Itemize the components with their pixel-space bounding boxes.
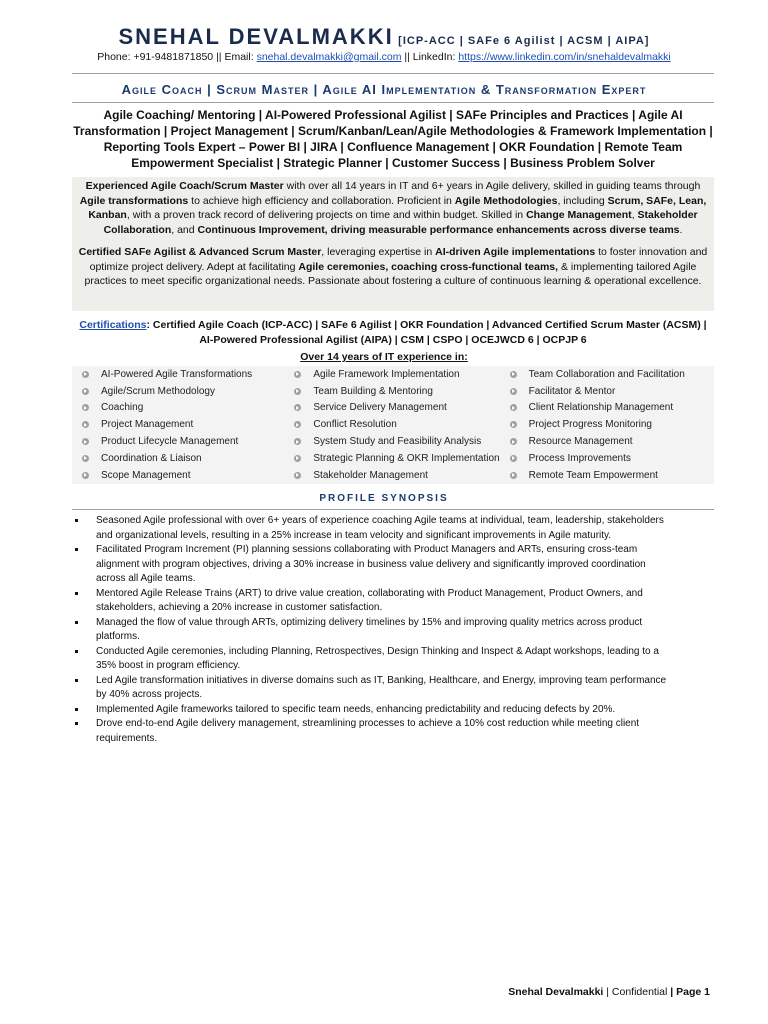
summary-text-segment: Scrum, SAFe, Lean, Kanban: [88, 194, 707, 221]
key-skills: Agile Coaching/ Mentoring | AI-Powered Professional Agilist | SAFe Principles and Practices | Agile AI Transformation | Project Management | Scrum/Kanban/Lean/Agile Methodologies & Framework Implementation | Reporting Tools Expert – Power BI | JIRA | Confluence Management | OKR Foundation | Remote Team Empowerment Specialist | Strategic Planner | Customer Success | Business Problem Solver: [73, 108, 713, 170]
competency-label: Team Collaboration and Facilitation: [528, 368, 685, 380]
summary-paragraph-1: [78, 179, 708, 237]
play-bullet-icon: [510, 371, 517, 378]
competency-label: Service Delivery Management: [313, 402, 447, 414]
header-divider: [72, 73, 714, 74]
play-bullet-icon: [82, 472, 89, 479]
competencies-grid: [72, 366, 714, 484]
competency-item: [510, 433, 714, 450]
play-bullet-icon: [510, 388, 517, 395]
summary-text-segment: Agile Methodologies: [454, 194, 558, 207]
competency-label: Strategic Planning & OKR Implementation: [313, 452, 500, 464]
play-bullet-icon: [82, 438, 89, 445]
competency-label: AI-Powered Agile Transformations: [101, 368, 253, 380]
play-bullet-icon: [82, 404, 89, 411]
synopsis-bullet: Drove end-to-end Agile delivery management, streamlining processes to achieve a 10% cost reduction while meeting client requirements.: [72, 717, 672, 746]
professional-headline: Agile Coach | Scrum Master | Agile AI Implementation & Transformation Expert: [121, 82, 647, 97]
competency-item: [294, 450, 499, 467]
play-bullet-icon: [82, 371, 89, 378]
play-bullet-icon: [82, 455, 89, 462]
page-footer: [508, 986, 710, 998]
synopsis-bullet: Managed the flow of value through ARTs, optimizing delivery timelines by 15% and improving quality metrics across product platforms.: [72, 616, 672, 645]
footer-confidential: Confidential: [611, 986, 668, 998]
competency-label: Coordination & Liaison: [101, 452, 202, 464]
play-bullet-icon: [510, 455, 517, 462]
competency-label: Conflict Resolution: [313, 419, 397, 431]
competency-column: [286, 366, 499, 484]
summary-text-segment: to achieve high efficiency and collaboration. Proficient in: [188, 194, 455, 207]
synopsis-bullet: Facilitated Program Increment (PI) planning sessions collaborating with Product Managers and ARTs, ensuring cross-team alignment with program objectives, driving a 30% increase in business value delivery and significantly improved coordination across all Agile teams.: [72, 543, 672, 587]
footer-name: Snehal Devalmakki: [508, 986, 604, 998]
headline-divider: [72, 102, 714, 103]
competency-item: [510, 450, 714, 467]
play-bullet-icon: [294, 472, 301, 479]
competency-item: [82, 366, 286, 383]
competency-label: Facilitator & Mentor: [528, 385, 616, 397]
play-bullet-icon: [510, 421, 517, 428]
email-label: Email:: [224, 51, 254, 63]
competency-label: Scope Management: [101, 469, 191, 481]
footer-page-number: Page 1: [676, 986, 710, 998]
competency-item: [294, 467, 499, 484]
play-bullet-icon: [294, 455, 301, 462]
play-bullet-icon: [510, 472, 517, 479]
summary-text-segment: AI-driven Agile implementations: [435, 246, 596, 258]
synopsis-heading: PROFILE SYNOPSIS: [319, 493, 449, 504]
play-bullet-icon: [82, 421, 89, 428]
summary-text-segment: Continuous Improvement, driving measurable performance enhancements across diverse teams: [197, 223, 680, 236]
synopsis-bullet: Mentored Agile Release Trains (ART) to drive value creation, collaborating with Product Management, Product Owners, and stakeholders, achieving a 20% increase in customer satisfaction.: [72, 587, 672, 616]
summary-text-segment: , leveraging expertise in: [321, 246, 436, 258]
summary-text-segment: Experienced Agile Coach/Scrum Master: [85, 180, 284, 192]
linkedin-label: LinkedIn:: [412, 51, 456, 63]
contact-line: [0, 51, 768, 63]
competency-item: [510, 416, 714, 433]
competency-item: [294, 366, 499, 383]
synopsis-bullet: Seasoned Agile professional with over 6+ years of experience coaching Agile teams at individual, team, leadership, stakeholders and organizational levels, resulting in a 25% increase in team velocity and significant improvements in Agile maturity.: [72, 514, 672, 543]
summary-text-segment: Stakeholder Collaboration: [103, 209, 698, 236]
competency-item: [82, 383, 286, 400]
competency-label: Project Management: [101, 419, 194, 431]
play-bullet-icon: [294, 421, 301, 428]
phone-label: Phone:: [97, 51, 131, 63]
summary-text-segment: Change Management: [526, 209, 632, 221]
competency-column: [72, 366, 286, 484]
competency-item: [82, 416, 286, 433]
play-bullet-icon: [294, 371, 301, 378]
summary-text-segment: ,: [631, 209, 638, 221]
competency-label: Agile/Scrum Methodology: [101, 385, 215, 397]
contact-separator: ||: [216, 51, 222, 63]
summary-text-segment: Certified SAFe Agilist & Advanced Scrum Master: [78, 246, 322, 258]
competency-item: [82, 400, 286, 417]
experience-heading: Over 14 years of IT experience in:: [300, 351, 468, 363]
competency-label: Client Relationship Management: [528, 402, 674, 414]
competency-item: [82, 450, 286, 467]
candidate-credentials: [ICP-ACC | SAFe 6 Agilist | ACSM | AIPA]: [398, 35, 650, 47]
competency-label: Coaching: [101, 402, 144, 414]
certifications-list: : Certified Agile Coach (ICP-ACC) | SAFe 6 Agilist | OKR Foundation | Advanced Certified Scrum Master (ACSM) | AI-Powered Professional Agilist (AIPA) | CSM | CSPO | OCEJWCD 6 | OCPJP 6: [146, 319, 707, 346]
summary-text-segment: , and: [171, 223, 198, 236]
competency-column: [500, 366, 714, 484]
competency-item: [82, 467, 286, 484]
competency-item: [294, 416, 499, 433]
competency-label: Stakeholder Management: [313, 469, 428, 481]
footer-separator: |: [603, 986, 612, 998]
summary-text-segment: Agile ceremonies, coaching cross-functional teams,: [298, 260, 559, 273]
play-bullet-icon: [82, 388, 89, 395]
competency-label: Agile Framework Implementation: [313, 368, 460, 380]
synopsis-bullet: Conducted Agile ceremonies, including Planning, Retrospectives, Design Thinking and Inspect & Adapt workshops, leading to a 35% boost in program efficiency.: [72, 645, 672, 674]
competency-label: Resource Management: [528, 436, 633, 448]
competency-label: Product Lifecycle Management: [101, 436, 239, 448]
summary-text-segment: , including: [557, 194, 608, 207]
synopsis-bullet: Led Agile transformation initiatives in diverse domains such as IT, Banking, Healthcare, and Energy, improving team performance by 40% across projects.: [72, 674, 672, 703]
resume-header: [0, 24, 768, 50]
play-bullet-icon: [510, 404, 517, 411]
play-bullet-icon: [294, 404, 301, 411]
competency-item: [510, 383, 714, 400]
phone-number: +91-9481871850: [133, 51, 214, 63]
competency-item: [294, 383, 499, 400]
competency-label: System Study and Feasibility Analysis: [313, 436, 482, 448]
summary-text-segment: Agile transformations: [79, 194, 189, 207]
play-bullet-icon: [510, 438, 517, 445]
competency-item: [294, 400, 499, 417]
synopsis-list: [72, 514, 672, 746]
contact-separator: ||: [404, 51, 410, 63]
competency-label: Project Progress Monitoring: [528, 419, 652, 431]
competency-item: [294, 433, 499, 450]
play-bullet-icon: [294, 388, 301, 395]
synopsis-divider: [72, 509, 714, 510]
play-bullet-icon: [294, 438, 301, 445]
competency-item: [510, 400, 714, 417]
summary-text-segment: to foster innovation and optimize project delivery. Adept at facilitating: [89, 246, 708, 273]
professional-summary: [72, 177, 714, 311]
summary-text-segment: with over all 14 years in IT and 6+ years in Agile delivery, skilled in guiding teams through: [283, 180, 701, 192]
competency-item: [82, 433, 286, 450]
certifications-label: Certifications: [79, 319, 147, 331]
certifications: [72, 318, 714, 347]
competency-label: Team Building & Mentoring: [313, 385, 433, 397]
summary-paragraph-2: [78, 245, 708, 289]
competency-item: [510, 366, 714, 383]
summary-text-segment: .: [679, 223, 683, 236]
summary-text-segment: , with a proven track record of delivering projects on time and within budget. Skilled in: [126, 209, 527, 221]
footer-separator: |: [667, 986, 677, 998]
competency-item: [510, 467, 714, 484]
summary-text-segment: & implementing tailored Agile practices to meet specific organizational needs. Passionate about fostering a culture of continuous learning & operational excellence.: [84, 260, 702, 287]
competency-label: Process Improvements: [528, 452, 631, 464]
email-link[interactable]: snehal.devalmakki@gmail.com: [256, 51, 402, 63]
competency-label: Remote Team Empowerment: [528, 469, 658, 481]
linkedin-link[interactable]: https://www.linkedin.com/in/snehaldevalmakki: [458, 51, 671, 63]
candidate-name: SNEHAL DEVALMAKKI: [118, 24, 394, 49]
synopsis-bullet: Implemented Agile frameworks tailored to specific team needs, enhancing predictability and reducing defects by 20%.: [72, 703, 672, 718]
